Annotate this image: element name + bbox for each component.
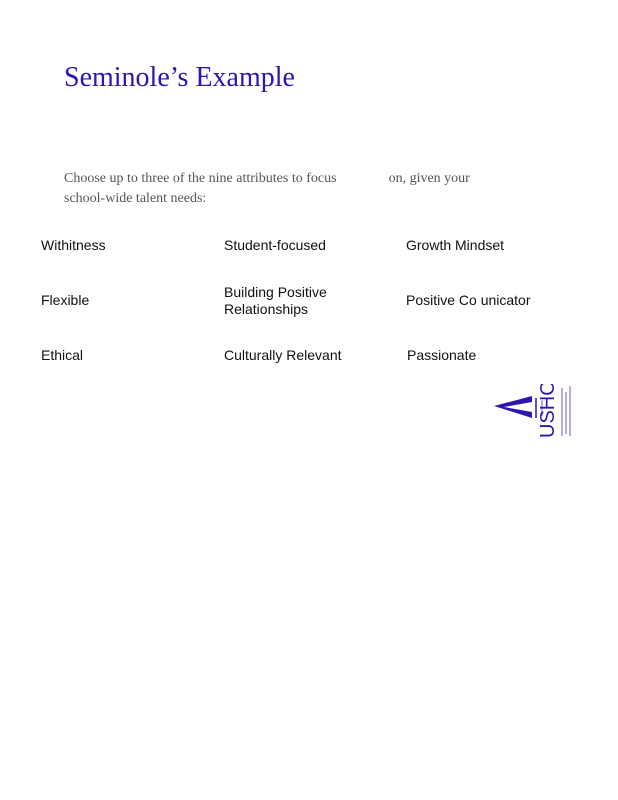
- attribute-culturally-relevant: Culturally Relevant: [224, 347, 342, 363]
- page-title: Seminole’s Example: [64, 62, 295, 93]
- intro-line-1-end: on, given your: [388, 171, 470, 186]
- attribute-positive-communicator: Positive Co unicator: [406, 292, 531, 308]
- attribute-withitness: Withitness: [41, 237, 106, 253]
- attribute-line: Relationships: [224, 301, 309, 317]
- attribute-building-positive-relationships: [224, 284, 327, 318]
- intro-paragraph: [64, 169, 534, 209]
- attribute-flexible: Flexible: [41, 292, 90, 308]
- logo-arrow-shape: [494, 396, 532, 418]
- attribute-passionate: Passionate: [407, 347, 477, 363]
- intro-line-1: [64, 169, 534, 189]
- ushca-logo: [492, 384, 582, 440]
- logo-graphic: [492, 384, 582, 440]
- attribute-line: Building Positive: [224, 284, 327, 300]
- attribute-growth-mindset: Growth Mindset: [406, 237, 505, 253]
- logo-text: USHCA: [537, 384, 559, 438]
- intro-line-2: school-wide talent needs:: [64, 191, 207, 206]
- attribute-ethical: Ethical: [41, 347, 84, 363]
- intro-line-1-start: Choose up to three of the nine attributes to focus: [64, 171, 337, 186]
- attribute-student-focused: Student-focused: [224, 237, 326, 253]
